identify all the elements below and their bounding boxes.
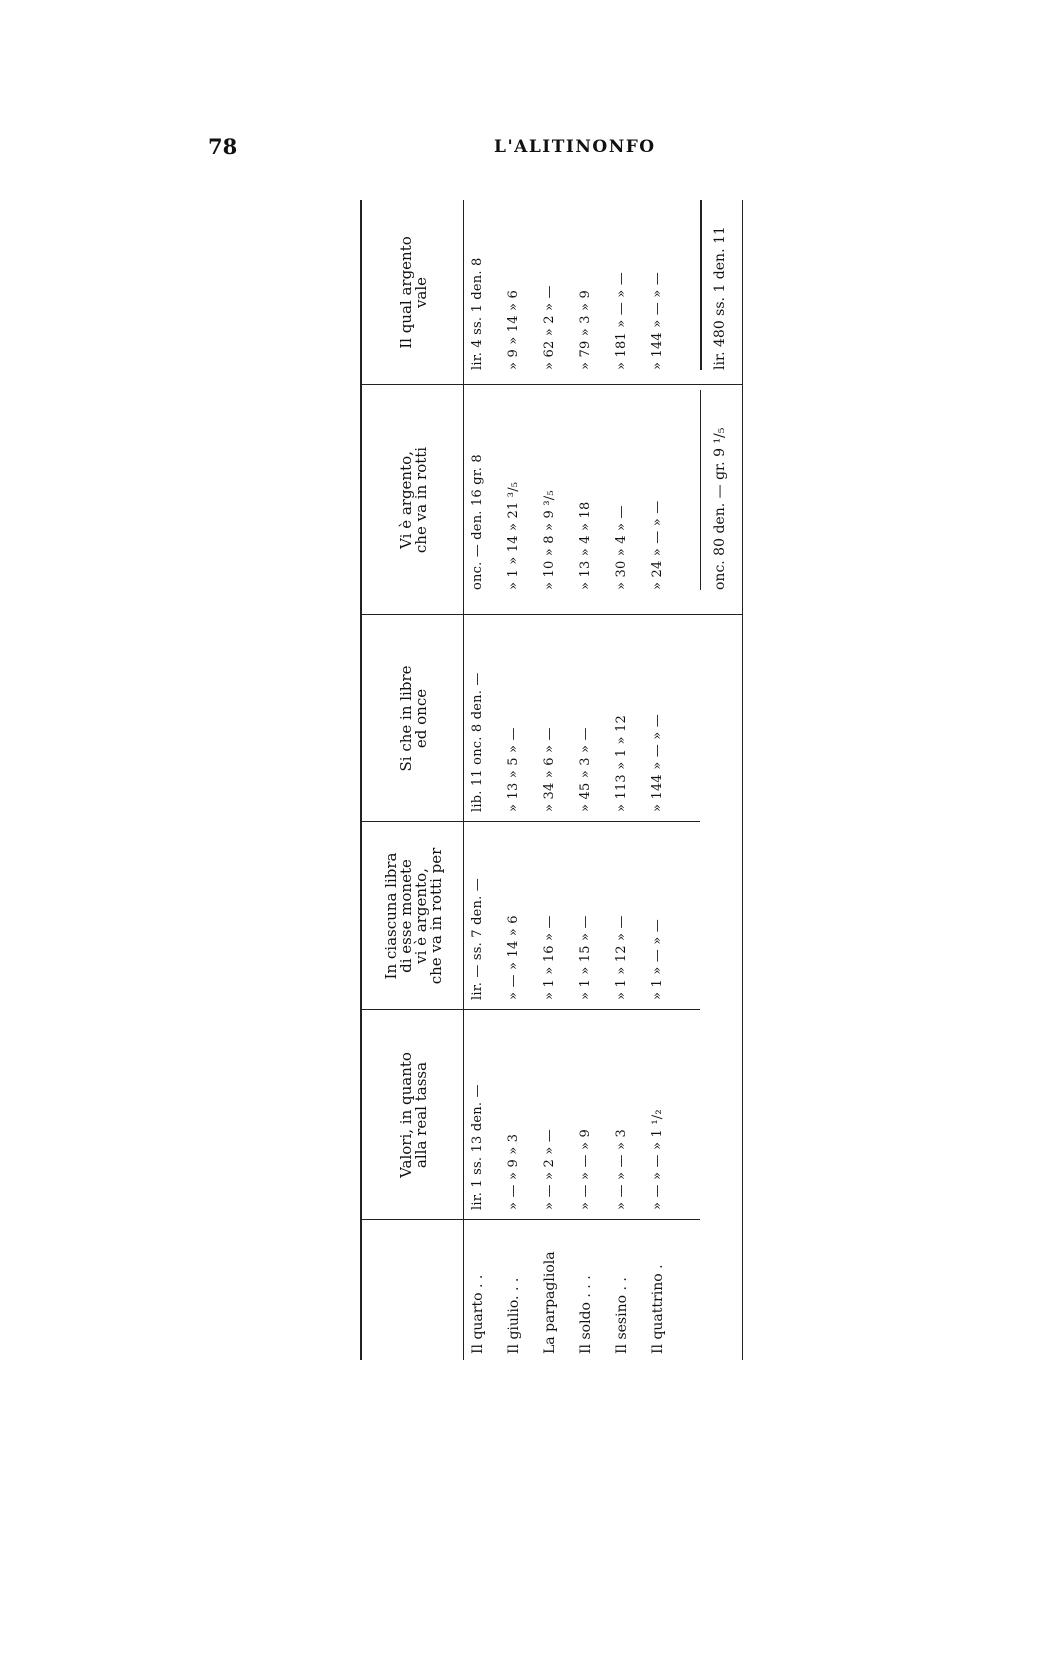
- table-cell: lir. 1 ss. 13 den. —: [470, 1084, 485, 1210]
- table-cell: » 45 » 3 » —: [578, 727, 593, 812]
- header-argento: Vi è argento, che va in rotti: [397, 446, 430, 554]
- table-cell: » 181 » — » —: [614, 272, 629, 370]
- table-cell: lib. 11 onc. 8 den. —: [470, 672, 485, 812]
- header-valore: Il qual argento vale: [397, 236, 430, 349]
- table-cell: » 1 » 12 » —: [614, 915, 629, 1000]
- table-cell: » — » — » 3: [614, 1129, 629, 1210]
- row-label: Il giulio. . .: [506, 1277, 522, 1354]
- table-cell: » 79 » 3 » 9: [578, 289, 593, 370]
- running-head: L'ALITINONFO: [494, 137, 656, 157]
- table-cell: lir. — ss. 7 den. —: [470, 878, 485, 1000]
- page-number: 78: [208, 134, 238, 159]
- table-cell: » 10 » 8 » 9 ³/₅: [542, 490, 557, 590]
- table-cell: » 1 » 14 » 21 ³/₅: [506, 481, 521, 590]
- total-valore: lir. 480 ss. 1 den. 11: [712, 226, 728, 370]
- table-cell: » — » 14 » 6: [506, 915, 521, 1000]
- header-rule: [463, 200, 464, 1360]
- table-bottom-rule: [742, 200, 743, 1360]
- table-cell: » 24 » — » —: [650, 500, 665, 590]
- table-cell: » 144 » — » —: [650, 714, 665, 812]
- table-cell: » 1 » — » —: [650, 919, 665, 1000]
- table-cell: lir. 4 ss. 1 den. 8: [470, 257, 485, 370]
- table-top-rule: [360, 200, 362, 1360]
- table-cell: » 113 » 1 » 12: [614, 715, 629, 812]
- table-cell: » 9 » 14 » 6: [506, 289, 521, 370]
- table-cell: » 62 » 2 » —: [542, 285, 557, 370]
- table-cell: » — » — » 9: [578, 1129, 593, 1210]
- table-cell: » 34 » 6 » —: [542, 727, 557, 812]
- header-ciascuna-libra: In ciascuna libra di esse monete vi è argento, che va in rotti per: [382, 847, 445, 985]
- row-label: Il quarto . .: [470, 1274, 486, 1354]
- row-label: La parpagliola: [542, 1251, 558, 1354]
- row-label: Il quattrino .: [650, 1264, 666, 1354]
- row-label: Il sesino . .: [614, 1277, 630, 1354]
- table-cell: » — » 9 » 3: [506, 1133, 521, 1210]
- table-cell: » 13 » 5 » —: [506, 727, 521, 812]
- rotated-table: [360, 200, 775, 1360]
- table-cell: » 1 » 15 » —: [578, 915, 593, 1000]
- table-cell: onc. — den. 16 gr. 8: [470, 454, 485, 590]
- table-cell: » 1 » 16 » —: [542, 915, 557, 1000]
- sum-rule-argento: [700, 390, 701, 590]
- header-libre-once: Si che in libre ed once: [397, 665, 430, 772]
- table-cell: » 13 » 4 » 18: [578, 501, 593, 590]
- table-cell: » — » 2 » —: [542, 1129, 557, 1210]
- table-cell: » 30 » 4 » —: [614, 505, 629, 590]
- sum-rule-valore: [700, 200, 702, 370]
- header-valori: Valori, in quanto alla real tassa: [397, 1052, 430, 1178]
- table-cell: » 144 » — » —: [650, 272, 665, 370]
- total-argento: onc. 80 den. — gr. 9 ¹/₅: [712, 427, 728, 590]
- table-cell: » — » — » 1 ¹/₂: [650, 1109, 665, 1210]
- row-label: Il soldo . . .: [578, 1275, 594, 1354]
